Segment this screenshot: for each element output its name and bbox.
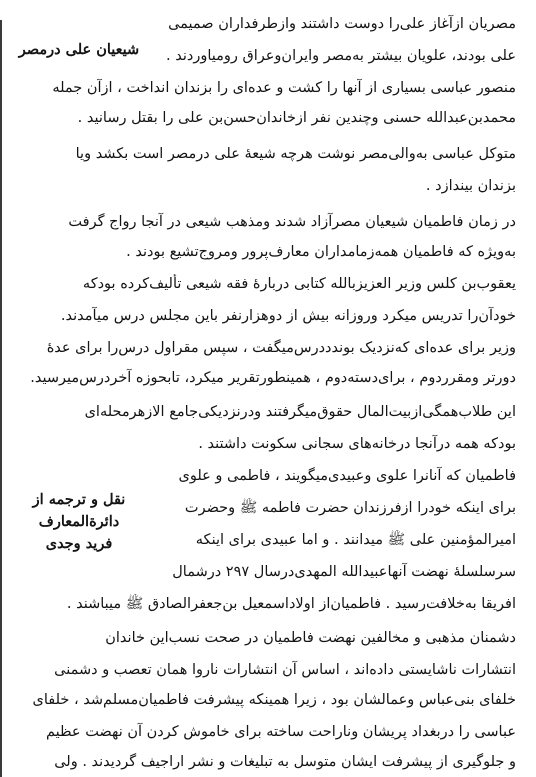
text-line: خودآن‌را تدریس میکرد وروزانه بیش از دوهزارنفر باین مجلس درس میآمدند. <box>60 308 516 324</box>
margin-rule <box>0 20 2 777</box>
side-heading-source-3: فرید وجدی <box>45 535 113 552</box>
text-line: این طلاب‌همگی‌ازبیت‌المال حقوق‌میگرفتند ودرنزدیکی‌جامع الازهرمحله‌ای <box>84 404 516 420</box>
side-heading-source-2: دائرة‌المعارف <box>38 513 120 530</box>
text-line: بودکه همه درآنجا درخانه‌های سجانی سکونت داشتند . <box>198 436 516 452</box>
text-line: علی بودند، علویان بیشتر به‌مصر وایران‌وعراق رومیاوردند . <box>166 48 516 64</box>
text-line: افریقا به‌خلافت‌رسید . فاطمیان‌از اولاداسمعیل بن‌جعفرالصادق ﷺ میباشند . <box>66 596 516 612</box>
text-line: فاطمیان که آنانرا علوی و‌عبیدی‌میگویند ، فاطمی و علوی <box>178 468 516 484</box>
text-line: به‌ویژه که فاطمیان همه‌زمامداران معارف‌پرور ومروج‌تشیع بودند . <box>126 244 516 260</box>
text-line: انتشارات ناشایستی داده‌اند ، اساس آن انتشارات ناروا همان تعصب و دشمنی <box>54 662 516 678</box>
text-line: دشمنان مذهبی و مخالفین نهضت فاطمیان در صحت نسب‌این خاندان <box>105 630 516 646</box>
text-line: متوکل عباسی به‌والی‌مصر نوشت هرچه شیعهٔ علی درمصر است بکشد ویا <box>75 146 516 162</box>
text-line: خلفای بنی‌عباس وعمالشان بود ، زیرا همینکه پیشرفت فاطمیان‌مسلم‌شد ، خلفای <box>32 692 516 708</box>
text-line: وزیر برای عده‌ای که‌نزدیک بوندد‌درس‌میگفت ، سپس مقراول درس‌را برای عدهٔ <box>46 340 516 356</box>
text-line: برای اینکه خودرا ازفرزندان حضرت فاطمه ﷺ وحضرت <box>184 500 516 516</box>
text-line: امیرالمؤمنین علی ﷺ میدانند . و اما عبیدی برای اینکه <box>195 532 516 548</box>
text-line: مصریان ازآغاز علی‌را دوست داشتند وازطرفداران صمیمی <box>168 16 516 32</box>
text-line: و جلوگیری از پیشرفت ایشان متوسل به تبلیغات و نشر اراجیف گردیدند . ولی <box>54 754 516 770</box>
text-line: منصور عباسی بسیاری از آنها را کشت و عده‌ای را بزندان انداخت ، ازآن جمله <box>52 80 516 96</box>
side-heading-shiites-egypt: شیعیان علی درمصر <box>18 41 140 58</box>
text-line: عباسی را دربغداد پریشان وناراحت ساخته برای خاموش کردن آن نهضت عظیم <box>46 724 516 740</box>
text-line: در زمان فاطمیان شیعیان مصرآزاد شدند ومذهب شیعی در آنجا رواج گرفت <box>68 214 516 230</box>
text-line: دورتر ومقرردوم ، برای‌دسته‌دوم ، همینطورتقریر میکرد، تابحوزه آخردرس‌میرسید. <box>30 370 516 386</box>
text-line: یعقوب‌بن کلس وزیر العزیزبالله کتابی دربارهٔ فقه شیعی تألیف‌کرده بودکه <box>82 276 516 292</box>
side-heading-source-1: نقل و ترجمه از <box>32 491 126 508</box>
text-line: سرسلسلهٔ نهضت آنهاعبیدالله المهدی‌درسال ۲۹۷ درشمال <box>172 564 516 580</box>
text-line: بزندان بیندازد . <box>425 178 516 194</box>
text-line: محمدبن‌عبدالله حسنی وچندین نفر ازخاندان‌حسن‌بن علی را بقتل رسانید . <box>77 110 516 126</box>
